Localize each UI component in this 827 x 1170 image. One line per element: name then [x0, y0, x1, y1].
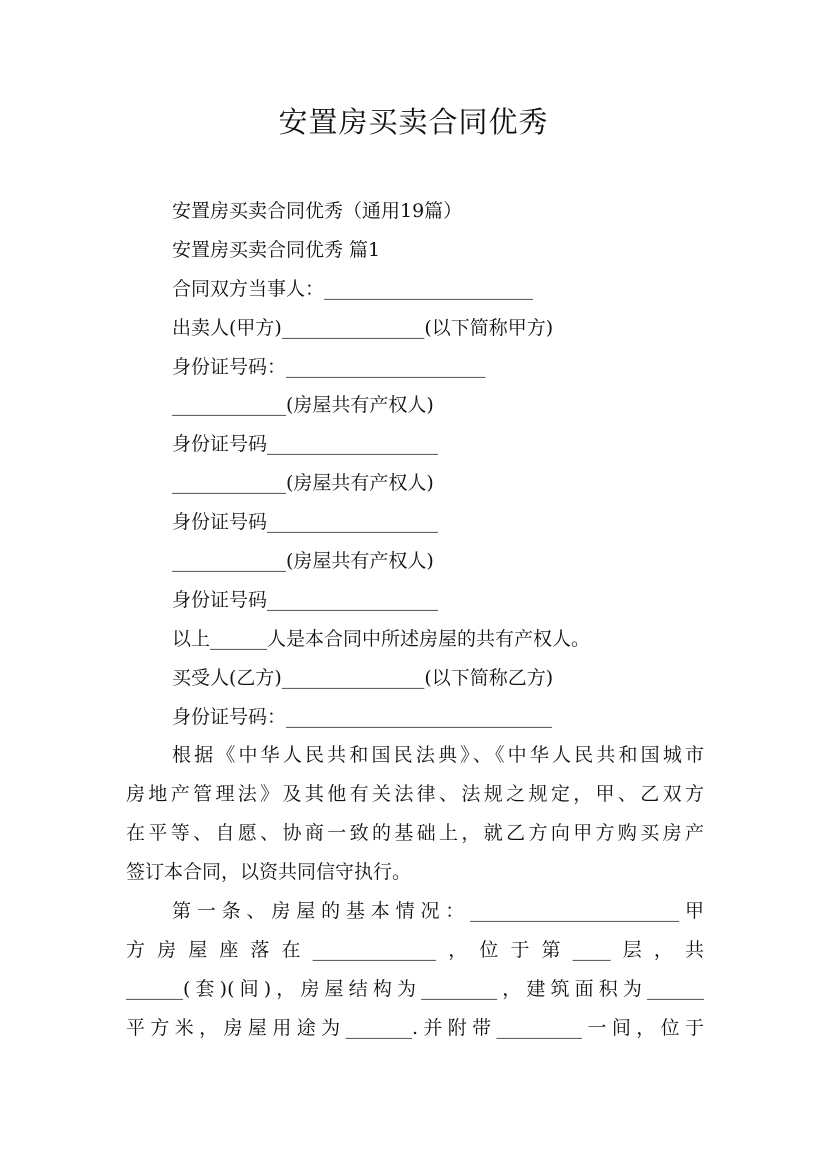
article-one-paragraph [126, 892, 704, 1048]
paragraph-line: 平方米，房屋用途为_______.并附带_________一间，位于 [126, 1016, 704, 1039]
paragraph-line: 签订本合同，以资共同信守执行。 [126, 861, 412, 884]
seller-id-line: 身份证号码：_____________________ [172, 355, 486, 378]
co-owner-line: ____________(房屋共有产权人) [172, 472, 434, 495]
co-owner-line: ____________(房屋共有产权人) [172, 394, 434, 417]
paragraph-line: 房地产管理法》及其他有关法律、法规之规定，甲、乙双方 [126, 783, 704, 806]
buyer-line: 买受人(乙方)_______________(以下简称乙方) [172, 666, 554, 689]
paragraph-line: 根据《中华人民共和国民法典》、《中华人民共和国城市 [172, 744, 704, 767]
subtitle-line: 安置房买卖合同优秀（通用19篇） [172, 200, 463, 222]
paragraph-line: 在平等、自愿、协商一致的基础上，就乙方向甲方购买房产 [126, 822, 704, 845]
co-owner-count-line: 以上______人是本合同中所述房屋的共有产权人。 [172, 627, 591, 650]
section-heading: 安置房买卖合同优秀 篇1 [172, 238, 381, 261]
buyer-id-line: 身份证号码：____________________________ [172, 705, 553, 728]
paragraph-line: ______(套)(间)，房屋结构为________，建筑面积为______ [126, 977, 704, 1000]
co-owner-line: ____________(房屋共有产权人) [172, 550, 434, 573]
legal-basis-paragraph [126, 736, 704, 892]
paragraph-line: 方房屋座落在_____________，位于第____层，共 [126, 938, 704, 961]
co-owner-id-line: 身份证号码__________________ [172, 588, 439, 611]
co-owner-id-line: 身份证号码__________________ [172, 511, 439, 534]
parties-line: 合同双方当事人：______________________ [172, 277, 534, 300]
document-body [126, 192, 704, 1048]
co-owner-id-line: 身份证号码__________________ [172, 433, 439, 456]
paragraph-line: 第一条、房屋的基本情况：______________________甲 [172, 900, 704, 923]
document-title: 安置房买卖合同优秀 [278, 105, 549, 139]
seller-line: 出卖人(甲方)_______________(以下简称甲方) [172, 316, 554, 339]
